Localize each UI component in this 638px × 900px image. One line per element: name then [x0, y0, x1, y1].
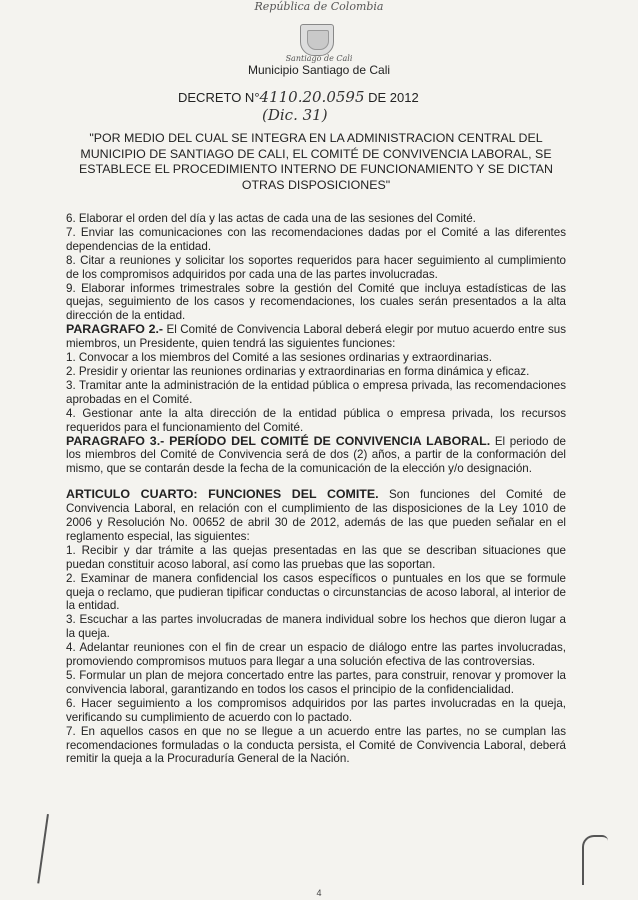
list-item: 6. Hacer seguimiento a los compromisos adquiridos por las partes involucradas en la queja, verificando su cumplimiento de acuerdo con lo pactado. — [66, 696, 566, 724]
decreto-suffix: DE 2012 — [368, 90, 419, 105]
list-item: 3. Tramitar ante la administración de la entidad pública o empresa privada, las recomendaciones aprobadas en el Comité. — [66, 378, 566, 406]
articulo-cuarto-heading: ARTICULO CUARTO: FUNCIONES DEL COMITE. — [66, 487, 379, 502]
paragrafo-2-heading: PARAGRAFO 2.- — [66, 322, 164, 337]
list-item: 9. Elaborar informes trimestrales sobre la gestión del Comité que incluya estadísticas de las quejas, seguimiento de los casos y recomendaciones, los cuales serán presentados a la alta dirección de la entidad. — [66, 281, 566, 323]
list-item: 3. Escuchar a las partes involucradas de manera individual sobre los hechos que dieron lugar a la queja. — [66, 613, 566, 641]
list-item: 7. Enviar las comunicaciones con las recomendaciones dadas por el Comité a las diferentes dependencias de la entidad. — [66, 225, 566, 253]
list-item: 4. Adelantar reuniones con el fin de crear un espacio de diálogo entre las partes involucradas, promoviendo compromisos mutuos para llegar a una solución efectiva de las controversias. — [66, 641, 566, 669]
list-item: 1. Convocar a los miembros del Comité a las sesiones ordinarias y extraordinarias. — [66, 351, 492, 365]
list-item: 6. Elaborar el orden del día y las actas de cada una de las sesiones del Comité. — [66, 212, 476, 225]
paragrafo-3-text: El periodo de los miembros del Comité de Convivencia será de dos (2) años, a partir de la conformación del mismo, que se contarán desde la fecha de la comunicación de la elección y/o designación. — [66, 434, 566, 476]
paragrafo-2 — [66, 323, 566, 351]
seal-shield-icon — [307, 30, 329, 50]
republica-heading: República de Colombia — [254, 0, 384, 13]
list-item: 5. Formular un plan de mejora concertado entre las partes, para construir, renovar y promover la convivencia laboral, garantizando en todos los casos el principio de la confidencialidad. — [66, 669, 566, 696]
paragrafo-3 — [66, 435, 566, 477]
decreto-line — [178, 88, 419, 106]
decreto-number: 4110.20.0595 — [259, 88, 365, 106]
articulo-cuarto — [66, 488, 566, 544]
handwritten-date-note: (Dic. 31) — [262, 106, 328, 124]
list-item: 2. Examinar de manera confidencial los casos específicos o puntuales en los que se formule queja o reclamo, que pudieran tipificar conductas o circunstancias de acoso laboral, al interior de la entidad. — [66, 571, 566, 613]
handwritten-initial-right — [582, 835, 608, 885]
seal-caption: Santiago de Cali — [285, 54, 353, 63]
paragrafo-3-heading: PARAGRAFO 3.- PERÍODO DEL COMITÉ DE CONVIVENCIA LABORAL. — [66, 433, 491, 448]
municipio-name: Municipio Santiago de Cali — [247, 63, 391, 77]
handwritten-initial-left — [37, 814, 67, 886]
list-item: 7. En aquellos casos en que no se llegue a un acuerdo entre las partes, no se cumplan las recomendaciones formuladas o la conducta persista, el Comité de Convivencia Laboral, deberá remitir la queja a la Procuraduría General de la Nación. — [66, 724, 566, 766]
list-item: 8. Citar a reuniones y solicitar los soportes requeridos para hacer seguimiento al cumplimiento de los compromisos adquiridos por cada una de las partes involucradas. — [66, 253, 566, 281]
articulo-cuarto-text: Son funciones del Comité de Convivencia Laboral, en relación con el cumplimiento de las disposiciones de la Ley 1010 de 2006 y Resolución No. 00652 de abril 30 de 2012, además de las que pueden señalar en el reglamento especial, las siguientes: — [66, 488, 566, 543]
list-item: 2. Presidir y orientar las reuniones ordinarias y extraordinarias en forma dinámica y eficaz. — [66, 364, 530, 378]
list-item: 1. Recibir y dar trámite a las quejas presentadas en las que se describan situaciones que puedan constituir acoso laboral, así como las pruebas que las soportan. — [66, 543, 566, 571]
paragrafo-2-text: El Comité de Convivencia Laboral deberá elegir por mutuo acuerdo entre sus miembros, un Presidente, quien tendrá las siguientes funciones: — [66, 323, 566, 351]
decree-title: "POR MEDIO DEL CUAL SE INTEGRA EN LA ADMINISTRACION CENTRAL DEL MUNICIPIO DE SANTIAGO DE CALI, EL COMITÉ DE CONVIVENCIA LABORAL, SE ESTABLECE EL PROCEDIMIENTO INTERNO DE FUNCIONAMIENTO Y SE DICTAN OTRAS DISPOSICIONES" — [79, 131, 553, 192]
coat-of-arms-seal — [300, 24, 334, 56]
list-item: 4. Gestionar ante la alta dirección de la entidad pública o empresa privada, los recursos requeridos para el funcionamiento del Comité. — [66, 406, 566, 434]
page-number: 4 — [316, 888, 322, 898]
decreto-prefix: DECRETO N° — [178, 90, 260, 105]
decree-body — [66, 212, 566, 766]
